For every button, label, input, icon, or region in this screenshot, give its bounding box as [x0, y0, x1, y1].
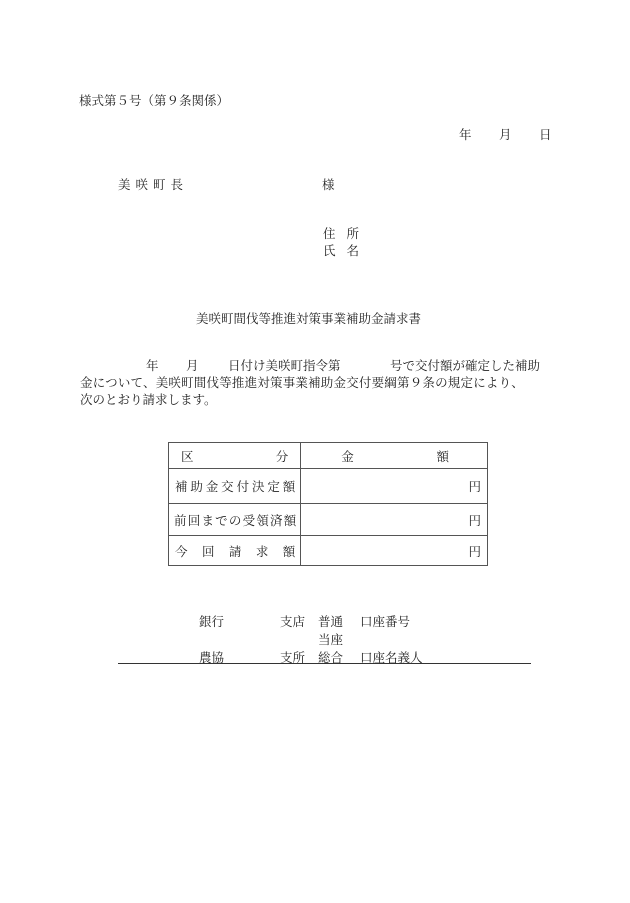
header-amount [301, 443, 488, 469]
label-char: 決 [251, 479, 265, 494]
header-amount-char: 金 [341, 448, 354, 464]
label-char: 請 [228, 543, 242, 559]
row-label [169, 504, 301, 536]
body-paragraph-line-1 [80, 360, 550, 374]
addressee-name: 美咲町長 [118, 177, 189, 192]
table-row [169, 536, 488, 566]
amount-table [168, 442, 488, 566]
header-category-char: 分 [275, 448, 289, 464]
account-type-ordinary: 普通 [318, 614, 344, 629]
account-number-label: 口座番号 [360, 614, 411, 629]
body-paragraph-line-3: 次のとおり請求します。 [80, 392, 217, 407]
label-char: 回 [187, 512, 201, 528]
date-year-label: 年 [459, 127, 472, 142]
label-char: 今 [175, 543, 188, 559]
label-char: 補 [175, 479, 188, 494]
document-title: 美咲町間伐等推進対策事業補助金請求書 [196, 311, 422, 326]
label-char: で [215, 512, 228, 528]
yen-unit: 円 [468, 479, 481, 494]
applicant-address-label: 住所 [323, 226, 371, 241]
applicant-name-label: 氏名 [323, 243, 371, 258]
label-char: 済 [270, 512, 283, 528]
row-label [169, 469, 301, 504]
addressee-honorific: 様 [322, 177, 335, 192]
form-number: 様式第５号（第９条関係） [79, 93, 230, 108]
body-year-label: 年 [146, 358, 159, 373]
yen-unit: 円 [468, 543, 481, 559]
label-char: 交 [221, 479, 234, 494]
label-char: 助 [190, 479, 203, 494]
label-char: 定 [267, 479, 280, 494]
account-holder-label: 口座名義人 [360, 650, 423, 665]
label-char: 金 [205, 479, 219, 494]
body-rest-text: 号で交付額が確定した補助 [390, 358, 541, 373]
date-day-label: 日 [539, 127, 552, 142]
label-char: 額 [282, 479, 296, 494]
row-label [169, 536, 301, 566]
body-directive-text: 日付け美咲町指令第 [228, 358, 341, 373]
account-type-general: 総合 [318, 650, 344, 665]
label-char: の [228, 512, 242, 528]
branch-label: 支店 [280, 614, 306, 629]
bank-label: 銀行 [199, 614, 225, 629]
label-char: 受 [242, 512, 256, 528]
body-paragraph-line-2: 金について、美咲町間伐等推進対策事業補助金交付要綱第９条の規定により、 [80, 375, 525, 390]
table-row [169, 469, 488, 504]
label-char: 回 [201, 543, 215, 559]
label-char: ま [201, 512, 214, 528]
label-char: 求 [255, 543, 269, 559]
header-amount-char: 額 [436, 448, 449, 464]
amount-field-previously-received[interactable] [301, 504, 488, 536]
label-char: 額 [282, 543, 296, 559]
table-row [169, 504, 488, 536]
label-char: 額 [283, 512, 297, 528]
label-char: 前 [174, 512, 187, 528]
header-category-char: 区 [181, 448, 194, 464]
table-header-row [169, 443, 488, 469]
branch-office-label: 支所 [280, 650, 306, 665]
agri-coop-label: 農協 [199, 650, 225, 665]
account-type-current: 当座 [318, 632, 344, 647]
label-char: 付 [236, 479, 250, 494]
label-char: 領 [256, 512, 269, 528]
amount-field-decided[interactable] [301, 469, 488, 504]
body-month-label: 月 [186, 358, 199, 373]
amount-field-current-request[interactable] [301, 536, 488, 566]
yen-unit: 円 [468, 512, 481, 528]
header-category [169, 443, 301, 469]
bank-section-underline [118, 663, 531, 664]
date-month-label: 月 [499, 127, 512, 142]
